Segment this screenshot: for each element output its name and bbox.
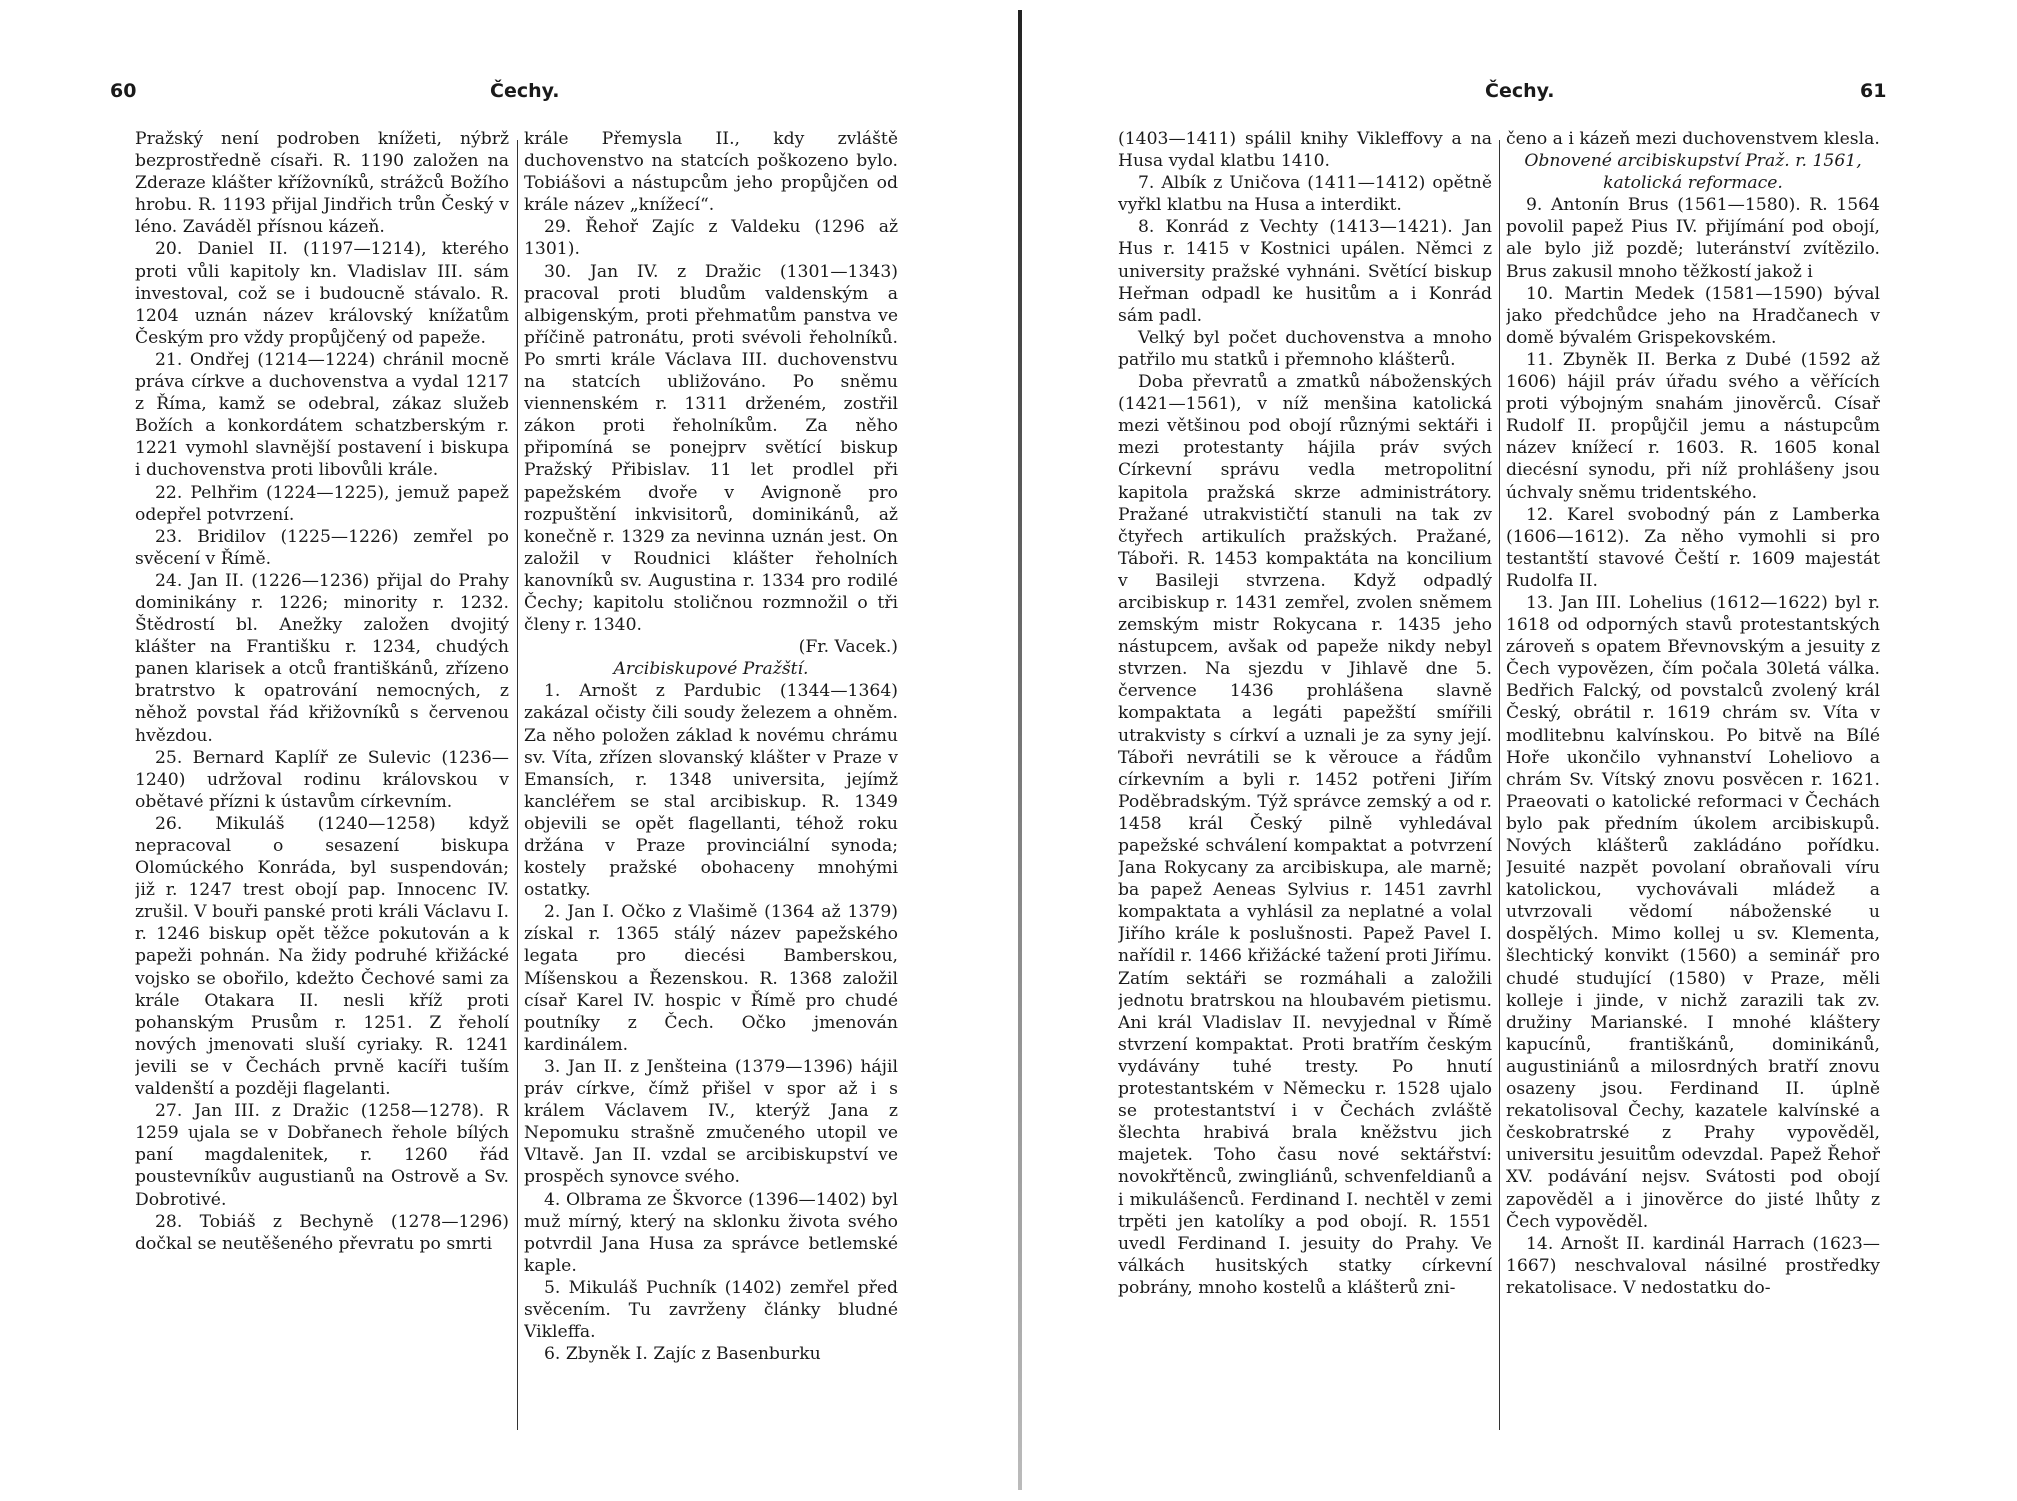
paragraph: 30. Jan IV. z Dražic (1301—1343) pracoval proti bludům valdenským a albigenským, proti přehmatům panstva ve příčině patronátu, proti svévoli řeholníků. Po smrti krále Václava III. duchovenstvu na statcích ubližováno. Po sněmu viennenském r. 1311 drženém, zostřil zákon proti řeholníkům. Za něho připomíná se ponejprv světící biskup Pražský Přibislav. 11 let prodlel při papežském dvoře v Avignoně pro rozpuštění inkvisitorů, dominikánů, až konečně r. 1329 za nevinna uznán jest. On založil v Roudnici klášter řeholních kanovníků sv. Augustina r. 1334 pro rodilé Čechy; kapitolu stoličnou rozmnožil o tři členy r. 1340. [524,261,898,636]
paragraph: čeno a i kázeň mezi duchovenstvem klesla. [1506,129,1880,149]
paragraph: 9. Antonín Brus (1561—1580). R. 1564 povolil papež Pius IV. přijímání pod obojí, ale bylo již pozdě; luteránství zvítězilo. Brus zakusil mnoho těžkostí jakož i [1506,195,1880,282]
paragraph: 28. Tobiáš z Bechyně (1278—1296) dočkal se neutěšeného převratu po smrti [135,1211,509,1254]
paragraph: 22. Pelhřim (1224—1225), jemuž papež odepřel potvrzení. [135,482,509,525]
section-heading: Arcibiskupové Pražští. [613,659,809,680]
paragraph: 1. Arnošt z Pardubic (1344—1364) zakázal očisty čili soudy železem a ohněm. Za něho položen základ k novému chrámu sv. Víta, zřízen slovanský klášter v Praze v Emansích, r. 1348 universita, jejímž kancléřem se stal arcibiskup. R. 1349 objevili se opět flagellanti, téhož roku držána v Praze provinciální synoda; kostely pražské obohaceny mnohými ostatky. [524,681,898,901]
paragraph: 26. Mikuláš (1240—1258) když nepracoval o sesazení biskupa Olomúckého Konráda, byl suspendován; již r. 1247 trest obojí pap. Innocenc IV. zrušil. V bouři panské proti králi Václavu I. r. 1246 biskup opět těžce pokutován a k papeži pohnán. Na židy podruhé křižácké vojsko se obořilo, kdežto Čechové sami za krále Otakara II. nesli kříž proti pohanským Prusům r. 1251. Z řeholí nových jmenovati sluší cyriaky. R. 1241 jevili se v Čechách prvně kacíři tuším valdenští a později flagelanti. [135,813,509,1100]
left-page [0,0,990,1501]
paragraph: 11. Zbyněk II. Berka z Dubé (1592 až 1606) hájil práv úřadu svého a věřících proti výbojným snahám jinověrců. Císař Rudolf II. propůjčil jemu a nástupcům název knížecí r. 1603. R. 1605 konal diecésní synodu, při níž prohlášeny jsou úchvaly sněmu tridentského. [1506,349,1880,503]
page-number-left: 60 [110,80,137,102]
left-page-column-1 [135,128,509,1468]
paragraph: 14. Arnošt II. kardinál Harrach (1623—1667) neschvaloval násilné prostředky rekatolisace. V nedostatku do- [1506,1233,1880,1298]
section-heading: Obnovené arcibiskupství Praž. r. 1561, katolická reformace. [1524,151,1862,194]
paragraph: 2. Jan I. Očko z Vlašimě (1364 až 1379) získal r. 1365 stálý název papežského legata pro diecési Bamberskou, Míšenskou a Řezenskou. R. 1368 založil císař Karel IV. hospic v Římě pro chudé poutníky z Čech. Očko jmenován kardinálem. [524,902,898,1055]
paragraph: 4. Olbrama ze Škvorce (1396—1402) byl muž mírný, který na sklonku života svého potvrdil Jana Husa za správce betlemské kaple. [524,1189,898,1276]
page-number-right: 61 [1860,80,1887,102]
column-divider [517,140,518,1430]
paragraph: Velký byl počet duchovenstva a mnoho patřilo mu statků i přemnoho klášterů. [1118,327,1492,370]
running-header-right: Čechy. [1485,80,1555,102]
right-page-column-2 [1506,128,1880,1468]
paragraph: 7. Albík z Uničova (1411—1412) opětně vyřkl klatbu na Husa a interdikt. [1118,173,1492,216]
paragraph: 29. Řehoř Zajíc z Valdeku (1296 až 1301). [524,217,898,260]
paragraph: 23. Bridilov (1225—1226) zemřel po svěcení v Římě. [135,526,509,569]
left-page-column-2 [524,128,898,1468]
paragraph: 8. Konrád z Vechty (1413—1421). Jan Hus r. 1415 v Kostnici upálen. Němci z university pražské vyhnáni. Světící biskup Heřman odpadl ke husitům a i Konrád sám padl. [1118,217,1492,326]
paragraph: (1403—1411) spálil knihy Vikleffovy a na Husa vydal klatbu 1410. [1118,129,1492,172]
right-page [1000,0,2017,1501]
paragraph: 5. Mikuláš Puchník (1402) zemřel před svěcením. Tu zavrženy články bludné Vikleffa. [524,1277,898,1343]
right-page-column-1 [1118,128,1492,1468]
paragraph: 27. Jan III. z Dražic (1258—1278). R 1259 ujala se v Dobřanech řehole bílých paní magdalenitek, r. 1260 řád poustevníkův augustianů na Ostrově a Sv. Dobrotivé. [135,1101,509,1210]
paragraph: 20. Daniel II. (1197—1214), kterého proti vůli kapitoly kn. Vladislav III. sám investoval, což se i budoucně stávalo. R. 1204 uznán název královský knížatům Českým pro vždy propůjčený od papeže. [135,239,509,348]
author-signature: (Fr. Vacek.) [798,637,898,658]
paragraph: 24. Jan II. (1226—1236) přijal do Prahy dominikány r. 1226; minority r. 1232. Štědrostí bl. Anežky založen dvojitý klášter na Františku r. 1234, chudých panen klarisek a otců františkánů, zřízeno bratrstvo k opatrování nemocných, z něhož povstal řád křižovníků s červenou hvězdou. [135,570,509,746]
paragraph: 13. Jan III. Lohelius (1612—1622) byl r. 1618 od odporných stavů protestantských zároveň s opatem Břevnovským a jesuity z Čech vypovězen, čím počala 30letá válka. Bedřich Falcký, od povstalců zvolený král Český, obrátil r. 1619 chrám sv. Víta v modlitebnu kalvínskou. Po bitvě na Bílé Hoře ukončilo vyhnanství Loheliovo a chrám Sv. Vítský znovu posvěcen r. 1621. Praeovati o katolické reformaci v Čechách bylo pak předním úkolem arcibiskupů. Nových klášterů zakládáno pořídku. Jesuité nazpět povolaní obraňovali víru katolickou, vychovávali mládež a utvrzovali vědomí náboženské u dospělých. Mimo kollej u sv. Klementa, šlechtický konvikt (1560) a seminář pro chudé studující (1580) v Praze, měli kolleje i jinde, v nichž zarazili tak zv. družiny Marianské. I mnohé kláštery kapucínů, františkánů, dominikánů, augustiniánů a milosrdných bratří znovu osazeny jsou. Ferdinand II. úplně rekatolisoval Čechy, kazatele kalvínské a českobratrské z Prahy vypověděl, universitu jesuitům odevzdal. Papež Řehoř XV. podávání nejsv. Svátosti pod obojí zapověděl a i jinověrce do jisté lhůty z Čech vypověděl. [1506,592,1880,1232]
paragraph: 12. Karel svobodný pán z Lamberka (1606—1612). Za něho vymohli si pro testantští stavové Čeští r. 1609 majestát Rudolfa II. [1506,504,1880,591]
paragraph: Pražský není podroben knížeti, nýbrž bezprostředně císaři. R. 1190 založen na Zderaze klášter křížovníků, strážců Božího hrobu. R. 1193 přijal Jindřich trůn Český v léno. Zaváděl přísnou kázeň. [135,129,509,238]
paragraph: 10. Martin Medek (1581—1590) býval jako předchůdce jeho na Hradčanech v domě bývalém Grispekovském. [1506,283,1880,348]
paragraph: 3. Jan II. z Jenšteina (1379—1396) hájil práv církve, čímž přišel v spor až i s králem Václavem IV., kterýž Jana z Nepomuku strašně zmučeného utopil ve Vltavě. Jan II. vzdal se arcibiskupství ve prospěch synovce svého. [524,1056,898,1188]
column-divider [1499,140,1500,1430]
paragraph: krále Přemysla II., kdy zvláště duchovenstvo na statcích poškozeno bylo. Tobiášovi a nástupcům jeho propůjčen od krále název „knížecí“. [524,129,898,216]
paragraph: 25. Bernard Kaplíř ze Sulevic (1236—1240) udržoval rodinu královskou v obětavé přízni k ústavům církevním. [135,747,509,812]
paragraph: 6. Zbyněk I. Zajíc z Basenburku [544,1344,821,1365]
paragraph: 21. Ondřej (1214—1224) chránil mocně práva církve a duchovenstva a vydal 1217 z Říma, kamž se odebral, zákaz služeb Božích a konkordátem schatzberským r. 1221 vymohl slavnější postavení i biskupa i duchovenstva proti libovůli krále. [135,349,509,481]
running-header-left: Čechy. [490,80,560,102]
paragraph: Doba převratů a zmatků náboženských (1421—1561), v níž menšina katolická mezi většinou pod obojí různými sektáři i mezi protestanty hájila práv svých Církevní správu vedla metropolitní kapitola pražská skrze administrátory. Pražané utrakvističtí stanuli na tak zv čtyřech artikulích pražských. Pražané, Táboři. R. 1453 kompaktáta na koncilium v Basileji stvrzena. Když odpadlý arcibiskup r. 1431 zemřel, zvolen sněmem zemským mistr Rokycana r. 1435 jeho nástupcem, avšak od papeže nikdy nebyl stvrzen. Na sjezdu v Jihlavě dne 5. července 1436 prohlášena slavně kompaktata a legáti papežští smířili utrakvisty s církví a uznali je za syny její. Táboři nevrátili se k věrouce a řádům církevním a byli r. 1452 potřeni Jiřím Poděbradským. Týž správce zemský a od r. 1458 král Český pilně vyhledával papežské schválení kompaktat a potvrzení Jana Rokycany za arcibiskupa, ale marně; ba papež Aeneas Sylvius r. 1451 zavrhl kompaktata a vyhlásil za neplatné a volal Jiřího krále k poslušnosti. Papež Pavel I. nařídil r. 1466 křižácké tažení proti Jiřímu. Zatím sektáři se rozmáhali a založili jednotu bratrskou na hloubavém pietismu. Ani král Vladislav II. nevyjednal v Římě stvrzení kompaktat. Proti bratřím českým vydávány tuhé tresty. Po hnutí protestantském v Německu r. 1528 ujalo se protestantství i v Čechách zvláště šlechta hrabivá brala kněžstvu jich majetek. Toho času nové sektářství: novokřtěnců, zwingliánů, schvenfeldianů a i mikulášenců. Ferdinand I. nechtěl v zemi trpěti jen katolíky a pod obojí. R. 1551 uvedl Ferdinand I. jesuity do Prahy. Ve válkách husitských statky církevní pobrány, mnoho kostelů a klášterů zni- [1118,372,1492,1298]
